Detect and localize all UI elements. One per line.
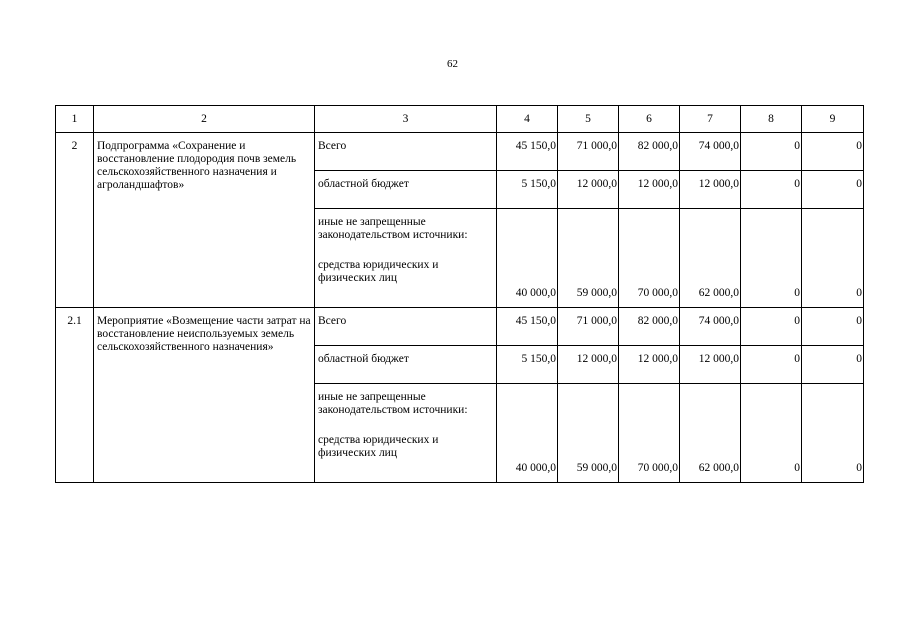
table-row <box>56 308 864 346</box>
value-cell: 70 000,0 <box>619 209 680 308</box>
header-cell: 8 <box>741 106 802 133</box>
row-name: Подпрограмма «Сохранение и восстановление плодородия почв земель сельскохозяйственного назначения и агроландшафтов» <box>94 133 315 308</box>
row-number: 2.1 <box>56 308 94 483</box>
value-cell: 0 <box>802 171 864 209</box>
value-cell: 12 000,0 <box>558 346 619 384</box>
source-cell <box>315 384 497 483</box>
header-cell: 2 <box>94 106 315 133</box>
header-cell: 3 <box>315 106 497 133</box>
value-cell: 82 000,0 <box>619 133 680 171</box>
source-other-label: иные не запрещенные законодательством источники: <box>318 391 468 416</box>
value-cell: 0 <box>802 308 864 346</box>
source-cell: Всего <box>315 308 497 346</box>
value-cell: 74 000,0 <box>680 133 741 171</box>
value-cell: 0 <box>741 209 802 308</box>
value-cell: 45 150,0 <box>497 308 558 346</box>
row-name: Мероприятие «Возмещение части затрат на восстановление неиспользуемых земель сельскохозяйственного назначения» <box>94 308 315 483</box>
value-cell: 59 000,0 <box>558 209 619 308</box>
value-cell: 0 <box>741 133 802 171</box>
value-cell: 0 <box>802 133 864 171</box>
value-cell: 71 000,0 <box>558 133 619 171</box>
value-cell: 0 <box>802 384 864 483</box>
value-cell: 0 <box>741 171 802 209</box>
page-number: 62 <box>447 58 458 70</box>
value-cell: 40 000,0 <box>497 209 558 308</box>
value-cell: 62 000,0 <box>680 384 741 483</box>
value-cell: 62 000,0 <box>680 209 741 308</box>
value-cell: 0 <box>741 384 802 483</box>
table-row <box>56 133 864 171</box>
value-cell: 82 000,0 <box>619 308 680 346</box>
value-cell: 59 000,0 <box>558 384 619 483</box>
row-number: 2 <box>56 133 94 308</box>
value-cell: 45 150,0 <box>497 133 558 171</box>
header-cell: 9 <box>802 106 864 133</box>
source-cell <box>315 209 497 308</box>
value-cell: 71 000,0 <box>558 308 619 346</box>
source-cell: областной бюджет <box>315 346 497 384</box>
source-legal-entities-label: средства юридических и физических лиц <box>318 434 439 459</box>
header-row <box>56 106 864 133</box>
value-cell: 0 <box>741 308 802 346</box>
source-cell: областной бюджет <box>315 171 497 209</box>
value-cell: 70 000,0 <box>619 384 680 483</box>
source-cell: Всего <box>315 133 497 171</box>
header-cell: 4 <box>497 106 558 133</box>
value-cell: 12 000,0 <box>619 171 680 209</box>
header-cell: 5 <box>558 106 619 133</box>
value-cell: 5 150,0 <box>497 171 558 209</box>
value-cell: 74 000,0 <box>680 308 741 346</box>
source-legal-entities-label: средства юридических и физических лиц <box>318 259 439 284</box>
source-other-label: иные не запрещенные законодательством источники: <box>318 216 468 241</box>
value-cell: 40 000,0 <box>497 384 558 483</box>
funding-table <box>55 105 864 483</box>
value-cell: 12 000,0 <box>680 171 741 209</box>
value-cell: 12 000,0 <box>558 171 619 209</box>
header-cell: 7 <box>680 106 741 133</box>
value-cell: 0 <box>802 209 864 308</box>
header-cell: 6 <box>619 106 680 133</box>
value-cell: 0 <box>741 346 802 384</box>
value-cell: 5 150,0 <box>497 346 558 384</box>
value-cell: 12 000,0 <box>619 346 680 384</box>
value-cell: 0 <box>802 346 864 384</box>
value-cell: 12 000,0 <box>680 346 741 384</box>
header-cell: 1 <box>56 106 94 133</box>
